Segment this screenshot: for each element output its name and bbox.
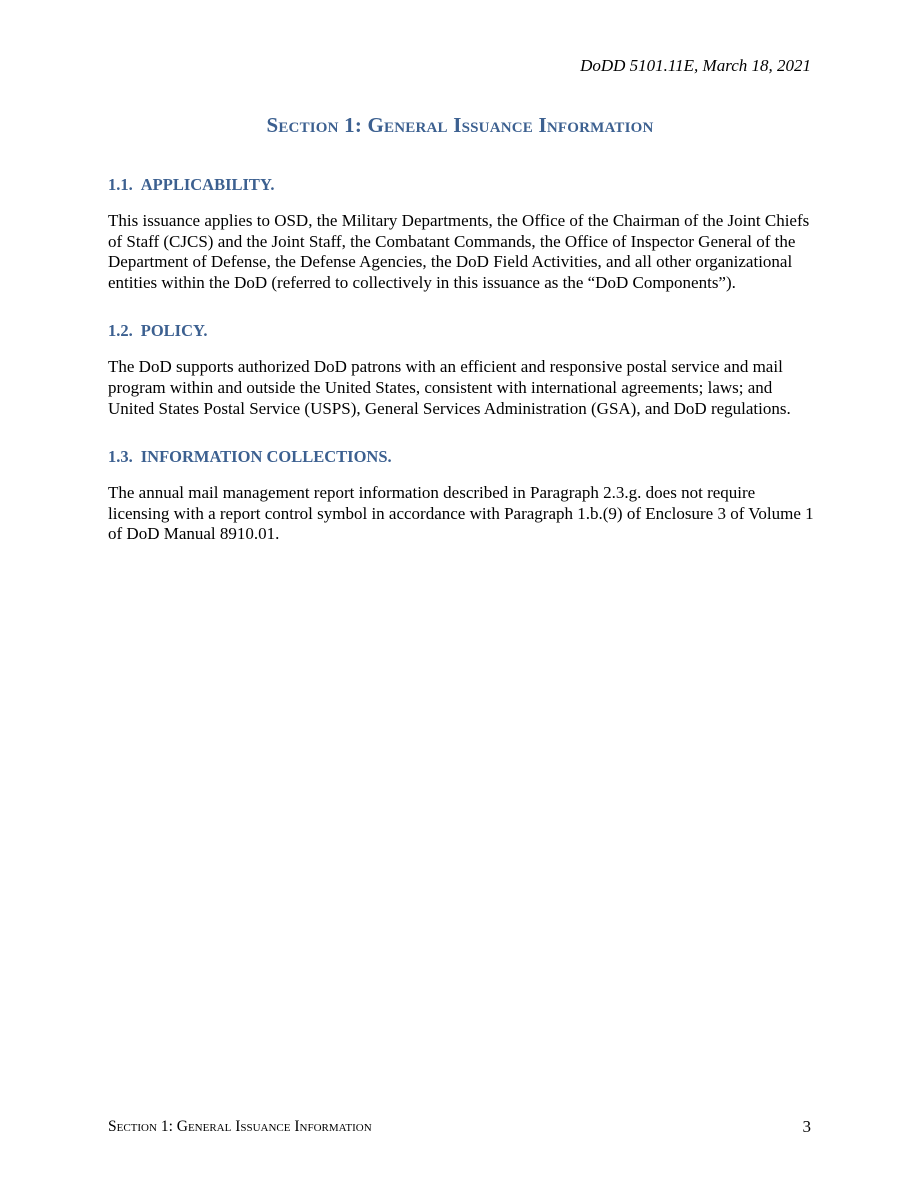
paragraph-body-applicability: This issuance applies to OSD, the Military Departments, the Office of the Chairman of the Joint Chiefs of Staff (CJCS) and the Joint Staff, the Combatant Commands, the Office of Inspector General of the Department of Defense, the Defense Agencies, the DoD Field Activities, and all other organizational entities within the DoD (referred to collectively in this issuance as the “DoD Components”). — [108, 211, 810, 292]
paragraph-number: 1.3. — [108, 447, 133, 467]
paragraph-body-information-collections: The annual mail management report information described in Paragraph 2.3.g. does not require licensing with a report control symbol in accordance with Paragraph 1.b.(9) of Enclosure 3 of Volume 1 of DoD Manual 8910.01. — [108, 483, 814, 544]
paragraph-number: 1.1. — [108, 175, 133, 194]
footer-section-label: Section 1: General Issuance Information — [108, 1118, 372, 1135]
paragraph-heading-information-collections — [108, 447, 818, 467]
document-body — [108, 175, 818, 573]
paragraph-heading-applicability — [108, 175, 818, 195]
page-number: 3 — [802, 1117, 811, 1136]
paragraph-title: INFORMATION COLLECTIONS. — [140, 447, 392, 467]
paragraph-heading-policy — [108, 321, 818, 341]
section-title: Section 1: General Issuance Information — [266, 113, 654, 137]
paragraph-number: 1.2. — [108, 321, 133, 341]
paragraph-body-policy: The DoD supports authorized DoD patrons with an efficient and responsive postal service and mail program within and outside the United States, consistent with international agreements; laws; and United States Postal Service (USPS), General Services Administration (GSA), and DoD regulations. — [108, 357, 791, 418]
paragraph-title: POLICY. — [140, 321, 208, 341]
document-reference: DoDD 5101.11E, March 18, 2021 — [580, 56, 811, 75]
paragraph-title: APPLICABILITY. — [140, 175, 275, 194]
